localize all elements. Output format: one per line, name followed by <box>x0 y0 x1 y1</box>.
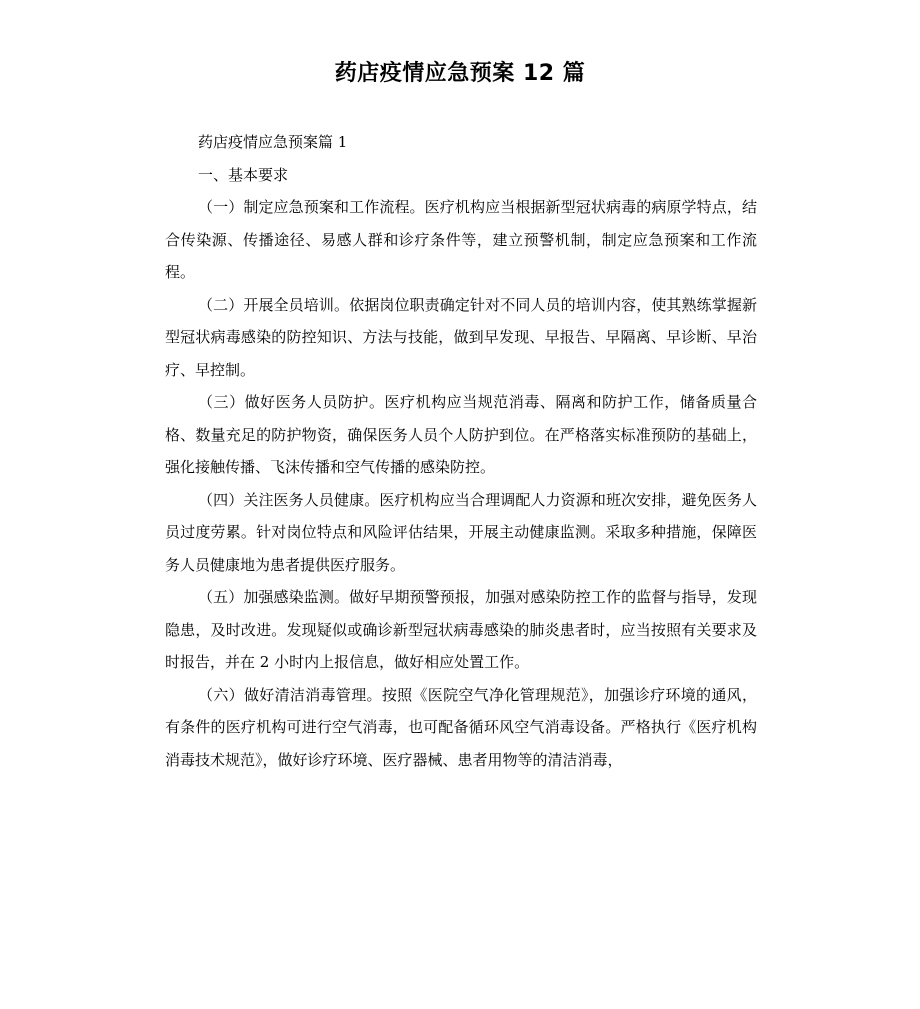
paragraph-2: （二）开展全员培训。依据岗位职责确定针对不同人员的培训内容，使其熟练掌握新型冠状病毒感染的防控知识、方法与技能，做到早发现、早报告、早隔离、早诊断、早治疗、早控制。 <box>165 295 757 379</box>
paragraph-5: （五）加强感染监测。做好早期预警预报，加强对感染防控工作的监督与指导，发现隐患，及时改进。发现疑似或确诊新型冠状病毒感染的肺炎患者时，应当按照有关要求及时报告，并在 2 小时内上报信息，做好相应处置工作。 <box>165 588 757 671</box>
paragraph-4: （四）关注医务人员健康。医疗机构应当合理调配人力资源和班次安排，避免医务人员过度劳累。针对岗位特点和风险评估结果，开展主动健康监测。采取多种措施，保障医务人员健康地为患者提供医疗服务。 <box>165 490 757 574</box>
paragraph-6: （六）做好清洁消毒管理。按照《医院空气净化管理规范》，加强诊疗环境的通风，有条件的医疗机构可进行空气消毒，也可配备循环风空气消毒设备。严格执行《医疗机构消毒技术规范》，做好诊疗环境、医疗器械、患者用物等的清洁消毒， <box>165 685 757 769</box>
paragraph-3: （三）做好医务人员防护。医疗机构应当规范消毒、隔离和防护工作，储备质量合格、数量充足的防护物资，确保医务人员个人防护到位。在严格落实标准预防的基础上，强化接触传播、飞沫传播和空气传播的感染防控。 <box>165 393 757 476</box>
section-heading: 药店疫情应急预案篇 1 <box>198 133 348 151</box>
paragraph-1: （一）制定应急预案和工作流程。医疗机构应当根据新型冠状病毒的病原学特点，结合传染源、传播途径、易感人群和诊疗条件等，建立预警机制，制定应急预案和工作流程。 <box>165 198 757 281</box>
document-body <box>165 126 757 776</box>
document-title: 药店疫情应急预案 12 篇 <box>334 61 586 86</box>
subheading: 一、基本要求 <box>198 165 289 184</box>
